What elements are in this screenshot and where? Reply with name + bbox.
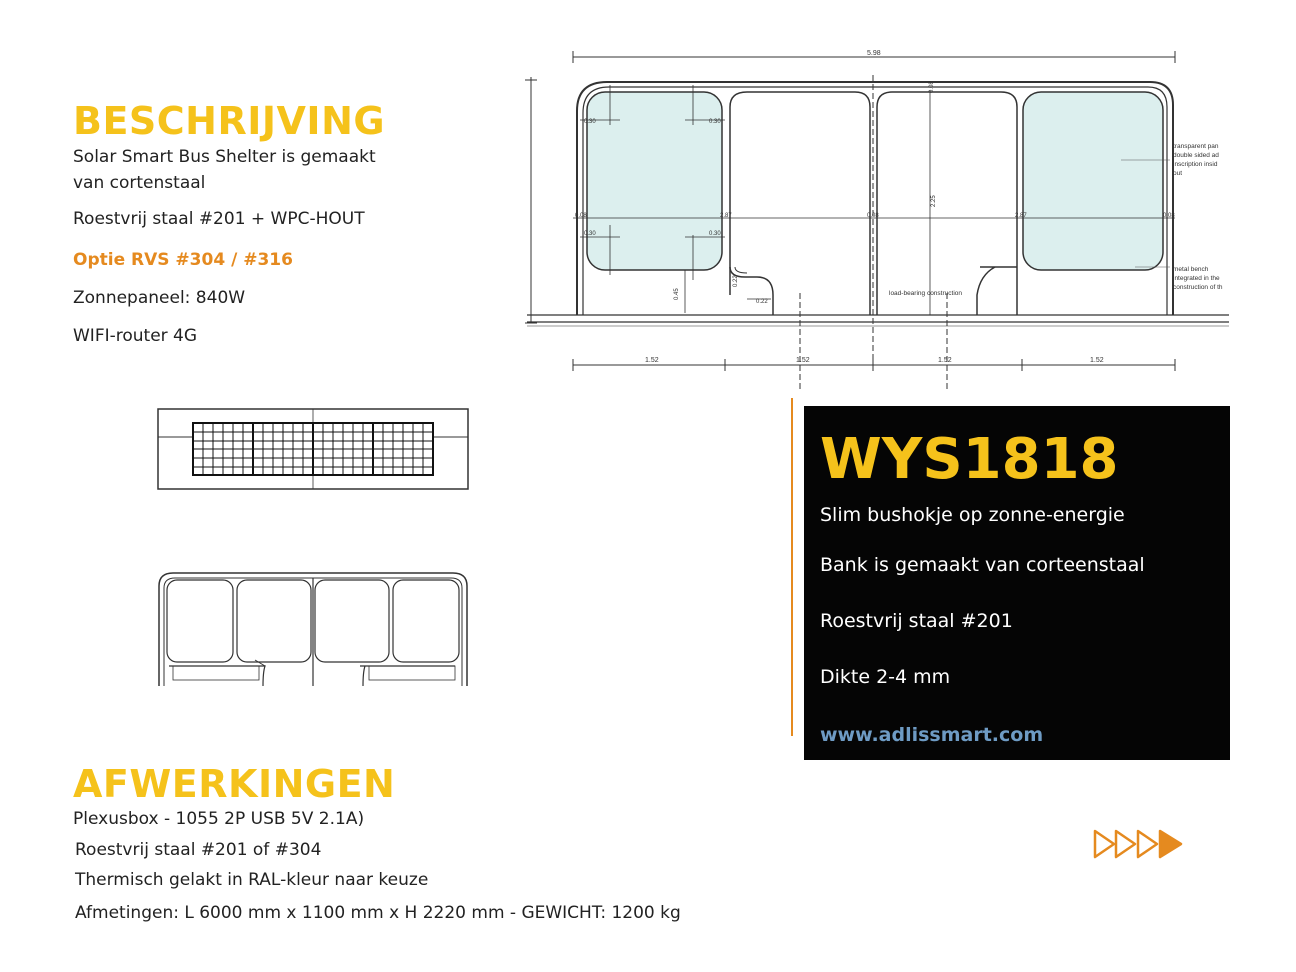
- product-line4: Dikte 2-4 mm: [820, 666, 951, 688]
- dim-corner-bl: 0.30: [584, 231, 596, 237]
- note-bench-2: integrated in the: [1173, 275, 1220, 282]
- note-panel-2: double sided ad: [1173, 152, 1219, 159]
- finishes-line3: Thermisch gelakt in RAL-kleur naar keuze: [75, 870, 429, 890]
- website-link[interactable]: www.adlissmart.com: [820, 724, 1044, 746]
- dim-bench-c: 0.22: [756, 299, 768, 305]
- description-solar: Zonnepaneel: 840W: [73, 288, 246, 308]
- solar-panel-array: [193, 423, 433, 475]
- small-front-view-drawing: [155, 568, 473, 690]
- accent-divider: [791, 398, 793, 736]
- product-code: WYS1818: [820, 427, 1119, 492]
- roof-top-view-drawing: [155, 405, 473, 495]
- next-arrows-icon: [1092, 828, 1184, 860]
- dim-top: 0.08: [929, 81, 935, 93]
- description-wifi: WIFI-router 4G: [73, 326, 198, 346]
- dim-corner-tr: 0.30: [709, 119, 721, 125]
- dim-bottom-3: 1.52: [938, 357, 952, 364]
- description-steel: Roestvrij staal #201 + WPC-HOUT: [73, 209, 365, 229]
- dim-mid-center: 0.08: [867, 213, 879, 219]
- dim-corner-tl: 0.30: [584, 119, 596, 125]
- dim-bottom-2: 1.52: [796, 357, 810, 364]
- description-option: Optie RVS #304 / #316: [73, 250, 293, 270]
- note-panel-4: out: [1173, 170, 1183, 177]
- description-line2: van cortenstaal: [73, 173, 206, 193]
- description-heading: BESCHRIJVING: [73, 99, 386, 143]
- dim-height: 2.25: [931, 195, 937, 207]
- note-panel-3: inscription insid: [1173, 161, 1218, 168]
- dim-total-width: 5.98: [867, 50, 881, 57]
- product-line3: Roestvrij staal #201: [820, 610, 1013, 632]
- dim-bench-b: 0.22: [733, 275, 739, 287]
- product-line2: Bank is gemaakt van corteenstaal: [820, 554, 1145, 576]
- description-line1: Solar Smart Bus Shelter is gemaakt: [73, 147, 376, 167]
- note-bench-3: construction of th: [1173, 284, 1223, 291]
- finishes-line1: Plexusbox - 1055 2P USB 5V 2.1A): [73, 809, 365, 829]
- dim-span-right: 2.87: [1015, 213, 1027, 219]
- finishes-line4: Afmetingen: L 6000 mm x 1100 mm x H 2220 mm - GEWICHT: 1200 kg: [75, 903, 681, 923]
- dim-mid-left: 0.08: [575, 213, 587, 219]
- dim-bench-a: 0.45: [674, 288, 680, 300]
- front-elevation-drawing: [525, 45, 1235, 390]
- dim-corner-br: 0.30: [709, 231, 721, 237]
- note-bench-1: metal bench: [1173, 266, 1209, 273]
- dim-span-left: 2.87: [720, 213, 732, 219]
- dim-mid-right: 0.08: [1163, 213, 1175, 219]
- product-panel: [804, 406, 1230, 760]
- note-load: load-bearing construction: [889, 290, 962, 297]
- finishes-line2: Roestvrij staal #201 of #304: [75, 840, 322, 860]
- finishes-heading: AFWERKINGEN: [73, 762, 396, 806]
- dim-bottom-4: 1.52: [1090, 357, 1104, 364]
- note-panel-1: transparent pan: [1173, 143, 1219, 150]
- product-line1: Slim bushokje op zonne-energie: [820, 504, 1125, 526]
- dim-bottom-1: 1.52: [645, 357, 659, 364]
